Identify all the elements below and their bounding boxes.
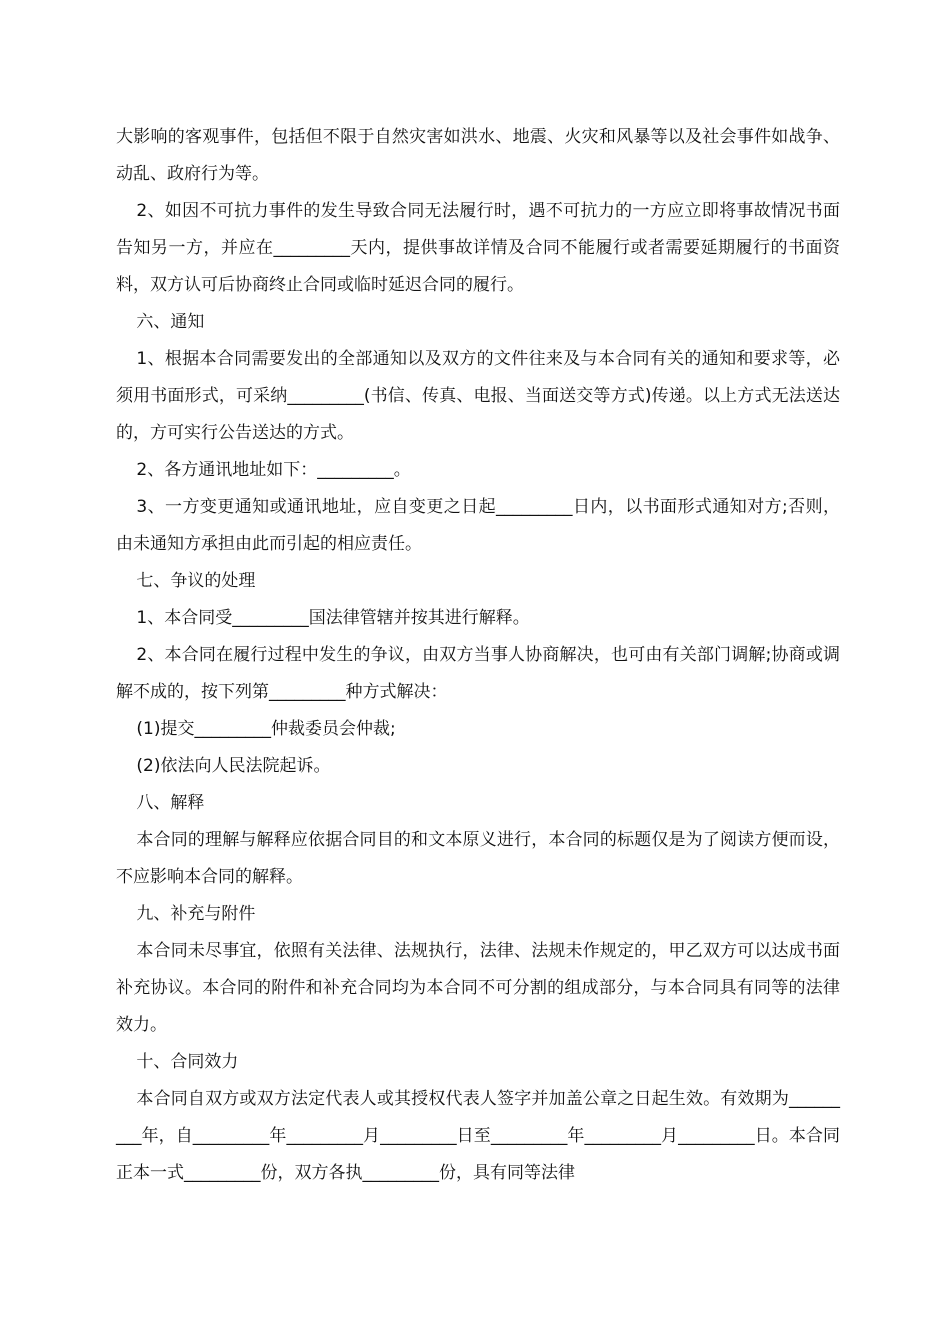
paragraph-governing-law: 1、本合同受_________国法律管辖并按其进行解释。 [136,608,530,628]
section-heading-notice: 六、通知 [136,312,205,332]
paragraph-dispute-resolution: 2、本合同在履行过程中发生的争议，由双方当事人协商解决，也可由有关部门调解;协商或调解不成的，按下列第_________种方式解决： [116,645,840,702]
paragraph-supplement: 本合同未尽事宜，依照有关法律、法规执行，法律、法规未作规定的，甲乙双方可以达成书面补充协议。本合同的附件和补充合同均为本合同不可分割的组成部分，与本合同具有同等的法律效力。 [116,941,840,1035]
document-body [116,119,840,1192]
section-heading-validity: 十、合同效力 [136,1052,239,1072]
section-heading-interpretation: 八、解释 [136,793,205,813]
paragraph-dispute-option-2: (2)依法向人民法院起诉。 [136,756,331,776]
paragraph-interpretation: 本合同的理解与解释应依据合同目的和文本原义进行，本合同的标题仅是为了阅读方便而设，不应影响本合同的解释。 [116,830,840,887]
paragraph-force-majeure-notice: 2、如因不可抗力事件的发生导致合同无法履行时，遇不可抗力的一方应立即将事故情况书面告知另一方，并应在_________天内，提供事故详情及合同不能履行或者需要延期履行的书面资料，双方认可后协商终止合同或临时延迟合同的履行。 [116,201,840,295]
section-heading-dispute: 七、争议的处理 [136,571,256,591]
paragraph-notice-address: 2、各方通讯地址如下：_________。 [136,460,411,480]
section-heading-supplement: 九、补充与附件 [136,904,256,924]
paragraph-notice-change: 3、一方变更通知或通讯地址，应自变更之日起_________日内，以书面形式通知对方;否则，由未通知方承担由此而引起的相应责任。 [116,497,840,554]
paragraph-notice-form: 1、根据本合同需要发出的全部通知以及双方的文件往来及与本合同有关的通知和要求等，必须用书面形式，可采纳_________(书信、传真、电报、当面送交等方式)传递。以上方式无法送达的，方可实行公告送达的方式。 [116,349,840,443]
paragraph-force-majeure-definition: 大影响的客观事件，包括但不限于自然灾害如洪水、地震、火灾和风暴等以及社会事件如战争、动乱、政府行为等。 [116,127,840,184]
paragraph-validity: 本合同自双方或双方法定代表人或其授权代表人签字并加盖公章之日起生效。有效期为_________年，自_________年_________月_________日至_________年_________月_________日。本合同正本一式_________份，双方各执_________份，具有同等法律 [116,1089,840,1183]
paragraph-dispute-option-1: (1)提交_________仲裁委员会仲裁; [136,719,396,739]
